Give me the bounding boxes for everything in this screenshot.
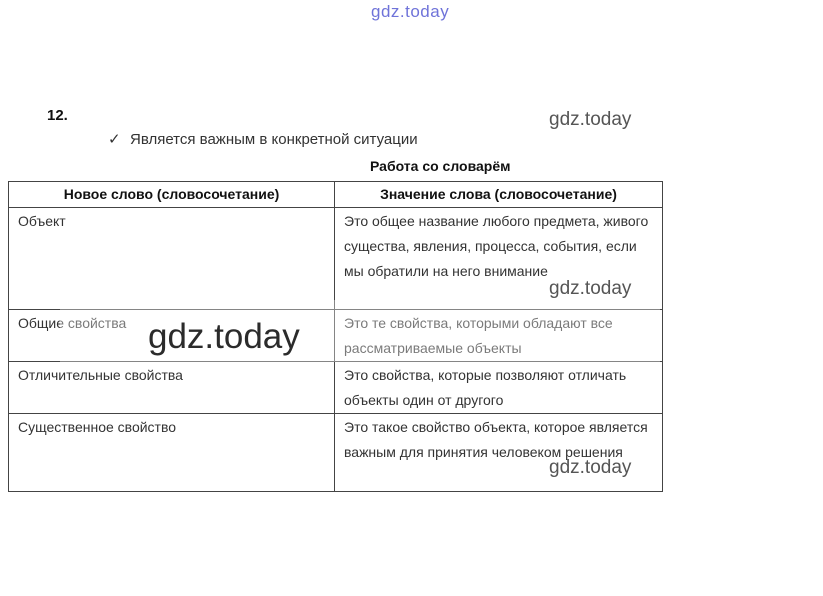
watermark-center: gdz.today (148, 317, 300, 356)
table-caption: Работа со словарём (370, 158, 511, 174)
term-cell: Отличительные свойства (9, 362, 335, 414)
term-cell: Общие свойства (9, 310, 335, 362)
watermark-right-2: gdz.today (549, 278, 632, 299)
meaning-cell: Это общее название любого предмета, живого существа, явления, процесса, события, если мы обратили на него внимание (335, 208, 663, 310)
table-row (9, 362, 663, 414)
watermark-right-3: gdz.today (549, 457, 632, 478)
term-cell: Объект (9, 208, 335, 310)
term-cell: Существенное свойство (9, 414, 335, 492)
task-number: 12. (47, 107, 68, 124)
watermark-right-1: gdz.today (549, 109, 632, 130)
header-meaning: Значение слова (словосочетание) (335, 182, 663, 208)
meaning-cell: Это свойства, которые позволяют отличать объекты один от другого (335, 362, 663, 414)
header-term: Новое слово (словосочетание) (9, 182, 335, 208)
meaning-cell: Это такое свойство объекта, которое является важным для принятия человеком решения (335, 414, 663, 492)
table-header-row (9, 182, 663, 208)
answer-text: Является важным в конкретной ситуации (130, 131, 418, 148)
meaning-cell: Это те свойства, которыми обладают все рассматриваемые объекты (335, 310, 663, 362)
watermark-top: gdz.today (371, 2, 450, 21)
checkmark-icon: ✓ (108, 131, 121, 148)
answer-line (108, 130, 418, 148)
table-row (9, 414, 663, 492)
